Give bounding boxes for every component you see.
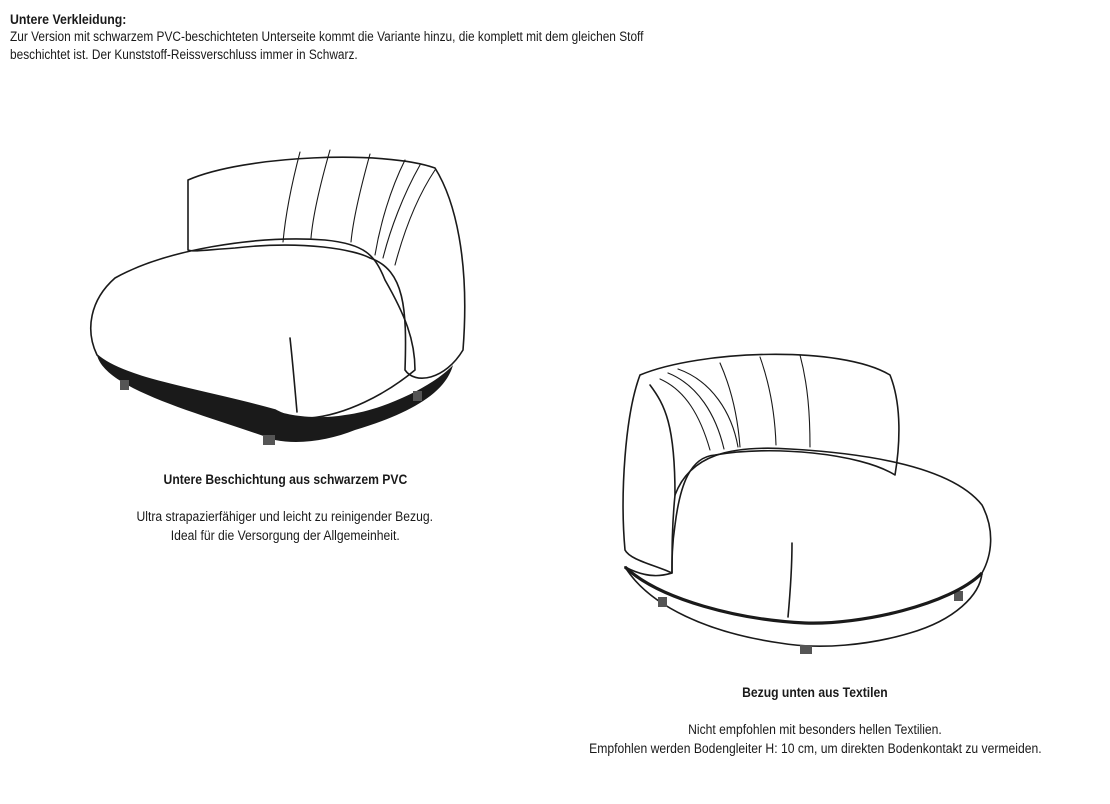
left-caption [85, 470, 485, 545]
intro-section [10, 10, 770, 64]
right-option-line1: Nicht empfohlen mit besonders hellen Textilien. [688, 722, 942, 737]
chair-pvc-base-illustration [85, 140, 485, 450]
left-option-line1: Ultra strapazierfähiger und leicht zu reinigender Bezug. [136, 509, 434, 524]
right-option-title: Bezug unten aus Textilen [742, 685, 888, 700]
left-option-line2: Ideal für die Versorgung der Allgemeinheit. [170, 528, 400, 543]
intro-text-line1: Zur Version mit schwarzem PVC-beschichteten Unterseite kommt die Variante hinzu, die komplett mit dem gleichen Stoff [10, 29, 644, 44]
right-caption [545, 683, 1085, 758]
chair-textile-base-illustration [620, 345, 1000, 655]
intro-text-line2: beschichtet ist. Der Kunststoff-Reissverschluss immer in Schwarz. [10, 47, 358, 62]
intro-title: Untere Verkleidung: [10, 11, 127, 27]
right-option-line2: Empfohlen werden Bodengleiter H: 10 cm, um direkten Bodenkontakt zu vermeiden. [588, 741, 1042, 756]
left-option-title: Untere Beschichtung aus schwarzem PVC [163, 472, 407, 487]
